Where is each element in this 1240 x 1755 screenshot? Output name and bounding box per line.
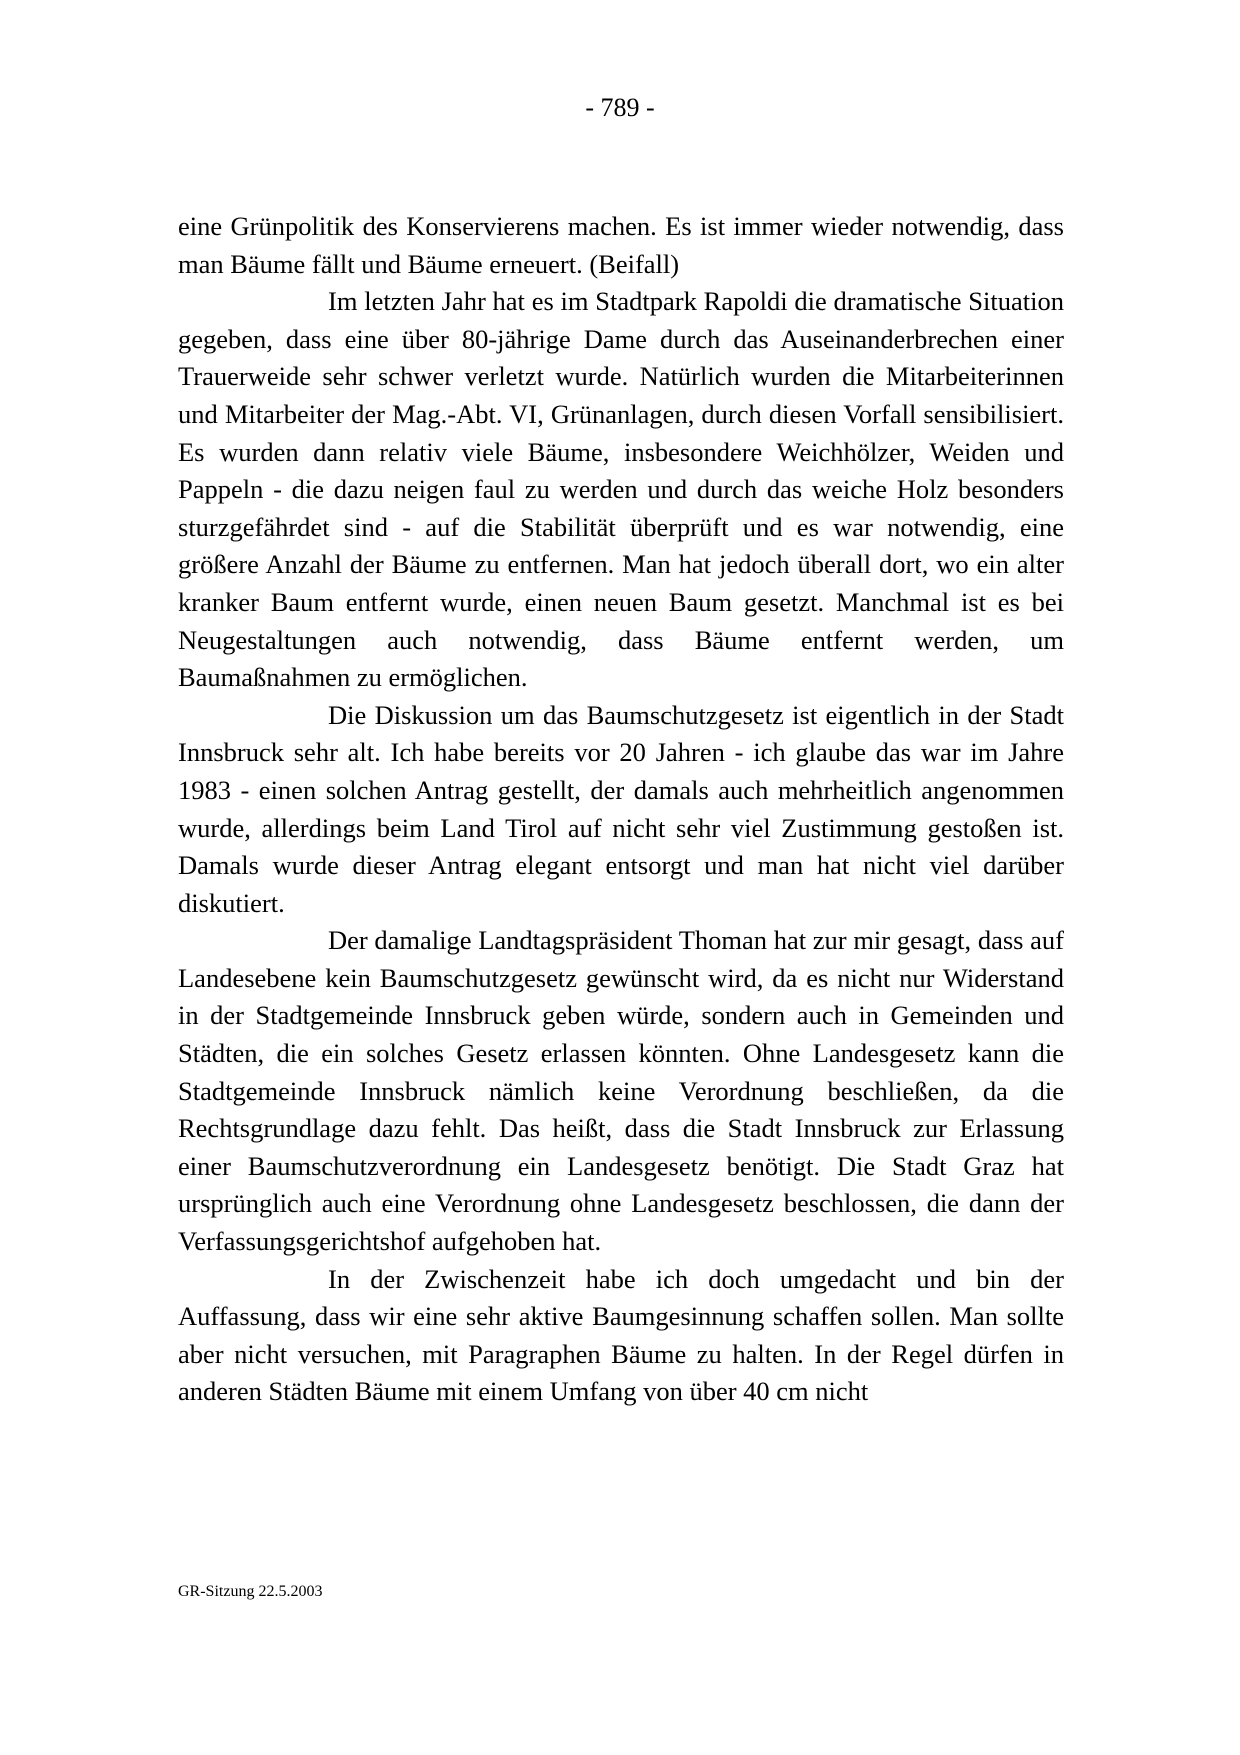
paragraph-3: Die Diskussion um das Baumschutzgesetz ist eigentlich in der Stadt Innsbruck sehr alt. Ich habe bereits vor 20 Jahren - ich glaube das war im Jahre 1983 - einen solchen Antrag gestellt, der damals auch mehrheitlich angenommen wurde, allerdings beim Land Tirol auf nicht sehr viel Zustimmung gestoßen ist. Damals wurde dieser Antrag elegant entsorgt und man hat nicht viel darüber diskutiert.: [178, 699, 1064, 918]
body-text: [178, 208, 1064, 1411]
footer-session-date: GR-Sitzung 22.5.2003: [178, 1583, 323, 1600]
paragraph-2: Im letzten Jahr hat es im Stadtpark Rapoldi die dramatische Situation gegeben, dass eine über 80-jährige Dame durch das Auseinanderbrechen einer Trauerweide sehr schwer verletzt wurde. Natürlich wurden die Mitarbeiterinnen und Mitarbeiter der Mag.-Abt. VI, Grünanlagen, durch diesen Vorfall sensibilisiert. Es wurden dann relativ viele Bäume, insbesondere Weichhölzer, Weiden und Pappeln - die dazu neigen faul zu werden und durch das weiche Holz besonders sturzgefährdet sind - auf die Stabilität überprüft und es war notwendig, eine größere Anzahl der Bäume zu entfernen. Man hat jedoch überall dort, wo ein alter kranker Baum entfernt wurde, einen neuen Baum gesetzt. Manchmal ist es bei Neugestaltungen auch notwendig, dass Bäume entfernt werden, um Baumaßnahmen zu ermöglichen.: [178, 286, 1064, 693]
paragraph-1: eine Grünpolitik des Konservierens machen. Es ist immer wieder notwendig, dass man Bäume fällt und Bäume erneuert. (Beifall): [178, 211, 1064, 279]
paragraph-4: Der damalige Landtagspräsident Thoman hat zur mir gesagt, dass auf Landesebene kein Baumschutzgesetz gewünscht wird, da es nicht nur Widerstand in der Stadtgemeinde Innsbruck geben würde, sondern auch in Gemeinden und Städten, die ein solches Gesetz erlassen könnten. Ohne Landesgesetz kann die Stadtgemeinde Innsbruck nämlich keine Verordnung beschließen, da die Rechtsgrundlage dazu fehlt. Das heißt, dass die Stadt Innsbruck zur Erlassung einer Baumschutzverordnung ein Landesgesetz benötigt. Die Stadt Graz hat ursprünglich auch eine Verordnung ohne Landesgesetz beschlossen, die dann der Verfassungsgerichtshof aufgehoben hat.: [178, 925, 1064, 1257]
page-number: - 789 -: [585, 93, 655, 122]
paragraph-5: In der Zwischenzeit habe ich doch umgedacht und bin der Auffassung, dass wir eine sehr aktive Baumgesinnung schaffen sollen. Man sollte aber nicht versuchen, mit Paragraphen Bäume zu halten. In der Regel dürfen in anderen Städten Bäume mit einem Umfang von über 40 cm nicht: [178, 1263, 1064, 1407]
